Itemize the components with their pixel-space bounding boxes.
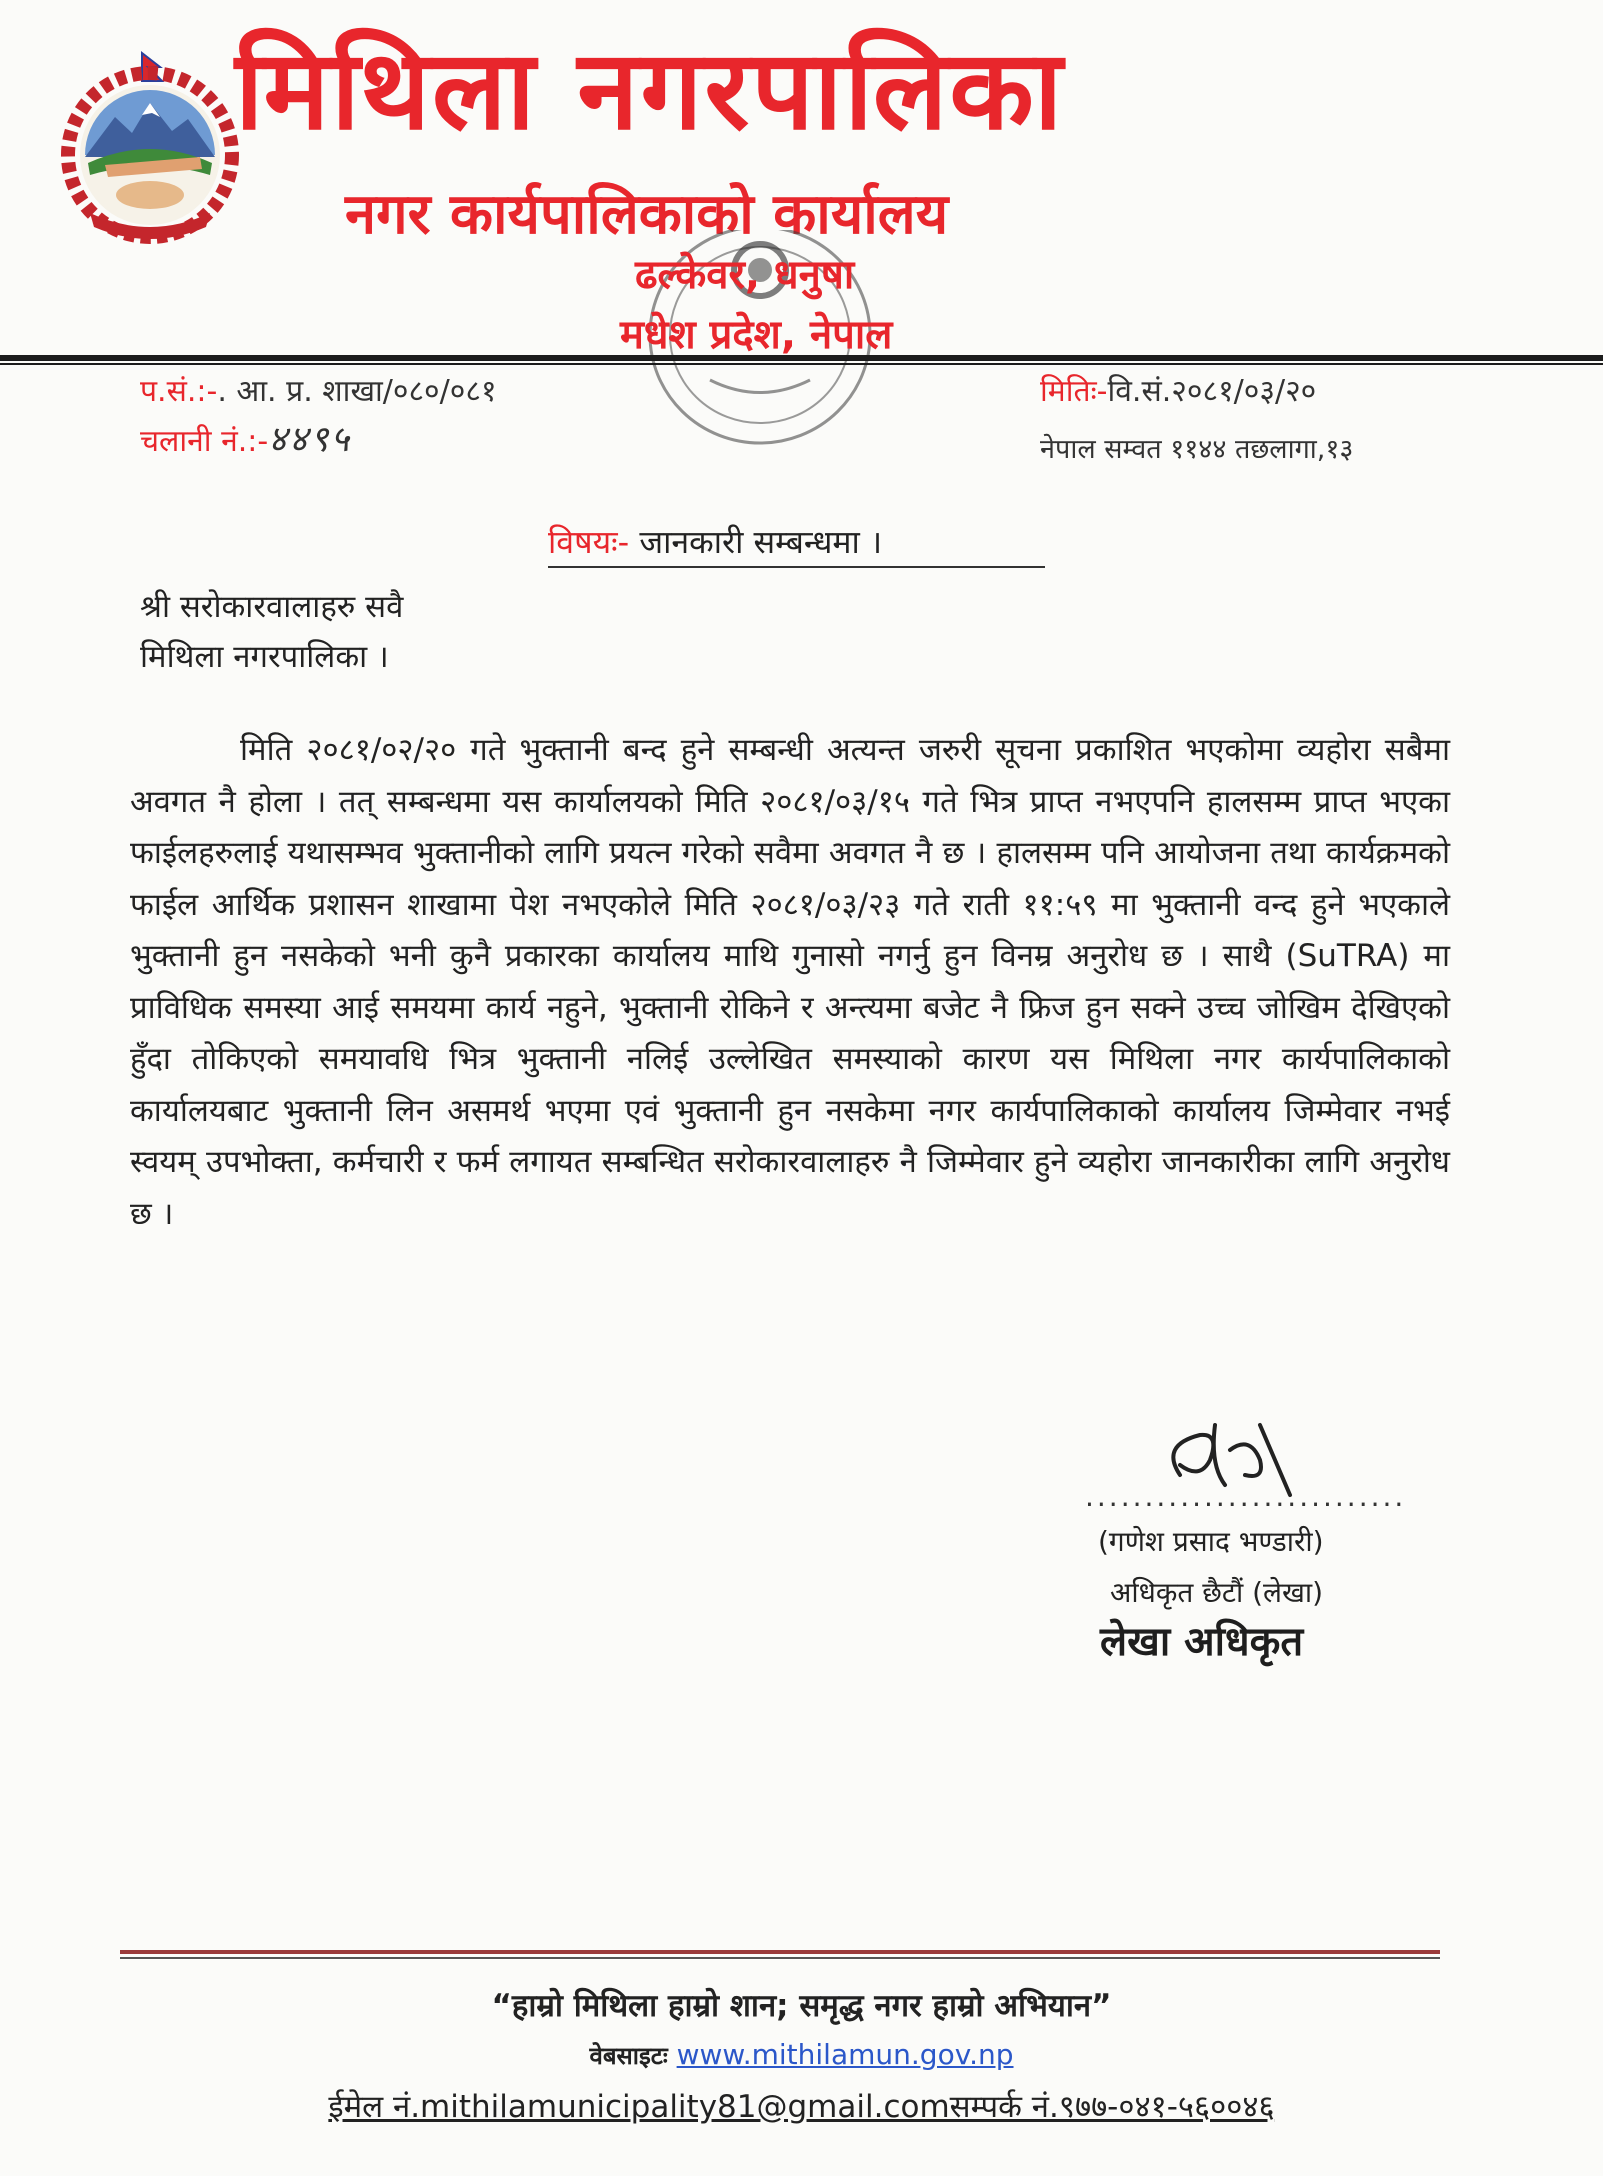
date-label: मितिः-	[1040, 374, 1108, 409]
website-link[interactable]: www.mithilamun.gov.np	[676, 2038, 1014, 2071]
letter-body: मिति २०८१/०२/२० गते भुक्तानी बन्द हुने सम्बन्धी अत्यन्त जरुरी सूचना प्रकाशित भएकोमा व्यहोरा सबैमा अवगत नै होला । तत् सम्बन्धमा यस कार्यालयको मिति २०८१/०३/१५ गते भित्र प्राप्त नभएपनि हालसम्म प्राप्त भएका फाईलहरुलाई यथासम्भव भुक्तानीको लागि प्रयत्न गरेको सवैमा अवगत नै छ । हालसम्म पनि आयोजना तथा कार्यक्रमको फाईल आर्थिक प्रशासन शाखामा पेश नभएकोले मिति २०८१/०३/२३ गते राती ११:५९ मा भुक्तानी वन्द हुने भएकाले भुक्तानी हुन नसकेको भनी कुनै प्रकारका कार्यालय माथि गुनासो नगर्नु हुन विनम्र अनुरोध छ । साथै (SuTRA) मा प्राविधिक समस्या आई समयमा कार्य नहुने, भुक्तानी रोकिने र अन्त्यमा बजेट नै फ्रिज हुन सक्ने उच्च जोखिम देखिएको हुँदा तोकिएको समयावधि भित्र भुक्तानी नलिई उल्लेखित समस्याको कारण यस मिथिला नगर कार्यपालिकाको कार्यालयबाट भुक्तानी लिन असमर्थ भएमा एवं भुक्तानी हुन नसकेमा नगर कार्यपालिकाको कार्यालय जिम्मेवार नभई स्वयम् उपभोक्ता, कर्मचारी र फर्म लगायत सम्बन्धित सरोकारवालाहरु नै जिम्मेवार हुने व्यहोरा जानकारीका लागि अनुरोध छ ।	[130, 732, 1450, 1232]
address-line-2: मधेश प्रदेश, नेपाल	[620, 312, 893, 358]
address-line-1: ढल्केवर, धनुषा	[635, 252, 855, 298]
dispatch-value: ४४९५	[268, 419, 352, 460]
footer-divider	[120, 1950, 1440, 1959]
signatory-title: अधिकृत छैटौं (लेखा)	[1110, 1576, 1324, 1609]
footer-website	[0, 2035, 1603, 2076]
date-line	[1040, 372, 1316, 412]
website-label: वेबसाइटः	[589, 2042, 668, 2070]
nepal-emblem-icon	[50, 45, 250, 250]
reference-value: . आ. प्र. शाखा/०८०/०८१	[217, 374, 497, 409]
header-divider	[0, 355, 1603, 365]
footer-contact: ईमेल नं.mithilamunicipality81@gmail.comसम्पर्क नं.९७७-०४१-५६००४६	[328, 2089, 1275, 2125]
dispatch-label: चलानी नं.:-	[140, 424, 269, 459]
signatory-name: (गणेश प्रसाद भण्डारी)	[1098, 1525, 1324, 1558]
date-value: वि.सं.२०८१/०३/२०	[1107, 374, 1317, 409]
addressee-line-2: मिथिला नगरपालिका ।	[140, 639, 389, 675]
subject-label: विषयः-	[548, 523, 630, 561]
nepal-sambat-date: नेपाल सम्वत ११४४ तछलागा,१३	[1040, 434, 1354, 465]
org-name: मिथिला नगरपालिका	[235, 26, 1065, 154]
addressee-line-1: श्री सरोकारवालाहरु सवै	[140, 589, 404, 625]
signatory-designation-stamp: लेखा अधिकृत	[1100, 1619, 1304, 1665]
reference-number	[140, 372, 497, 412]
subject-line	[548, 520, 882, 564]
footer-slogan: “हाम्रो मिथिला हाम्रो शान; समृद्ध नगर हाम्रो अभियान”	[491, 1988, 1112, 2024]
dispatch-number	[140, 420, 351, 462]
reference-label: प.सं.:-	[140, 374, 218, 409]
office-name: नगर कार्यपालिकाको कार्यालय	[345, 182, 949, 247]
subject-text: जानकारी सम्बन्धमा ।	[629, 523, 883, 561]
signature-line: ...........................	[1085, 1480, 1407, 1513]
subject-underline	[548, 566, 1045, 568]
